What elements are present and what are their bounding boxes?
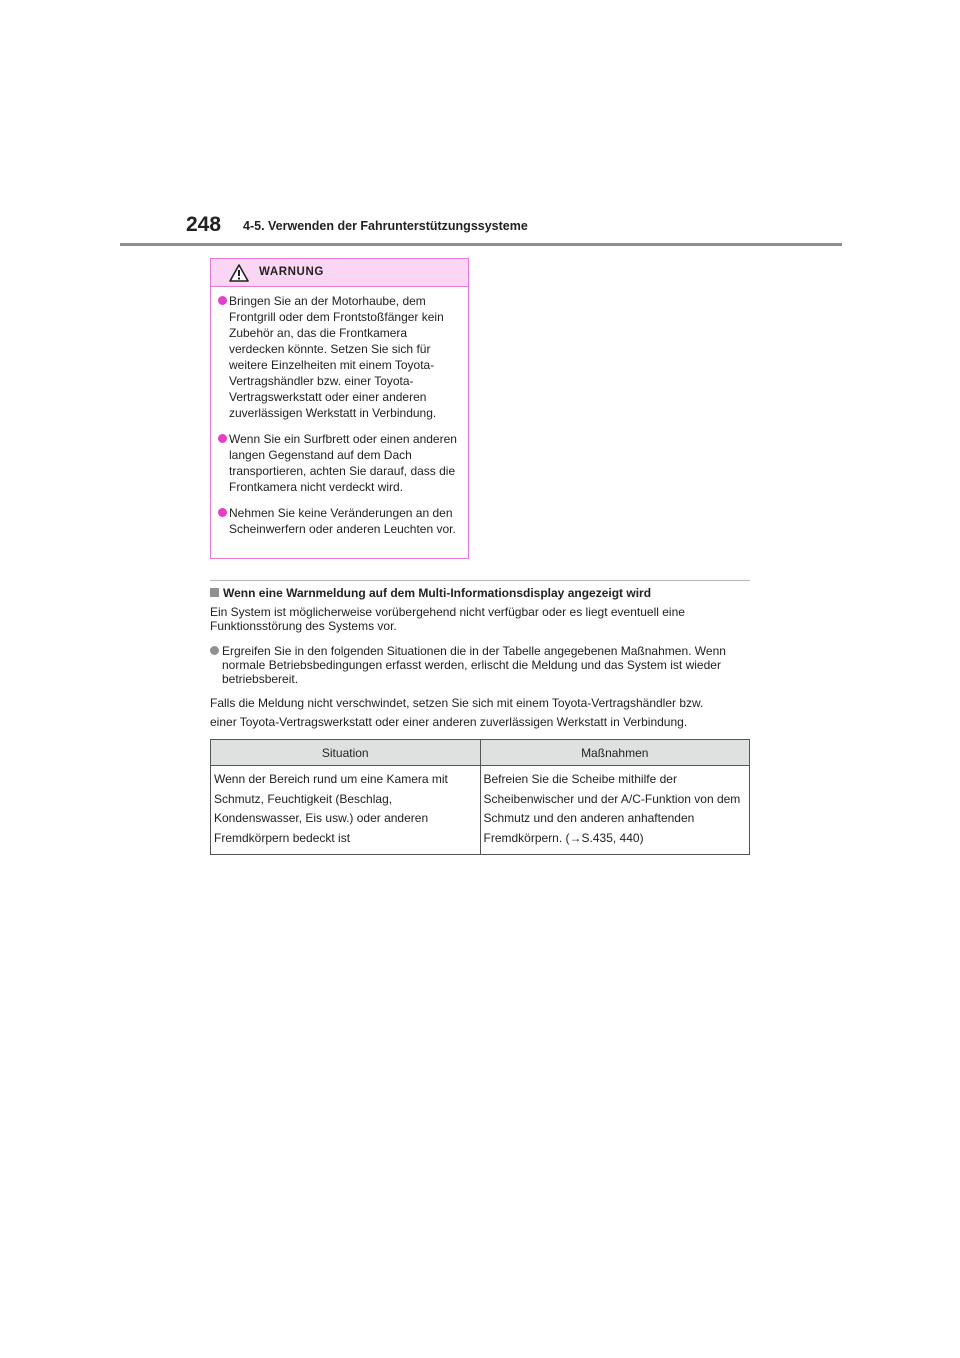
section-bullet-item xyxy=(210,644,750,686)
table-cell-measure: Befreien Sie die Scheibe mithilfe der Scheibenwischer und der A/C-Funktion von dem Schmutz und den anderen anhaftenden Fremdkörpern. (→S.435, 440) xyxy=(480,766,750,855)
section-note-line-2: einer Toyota-Vertragswerkstatt oder einer anderen zuverlässigen Werkstatt in Verbindung. xyxy=(210,715,688,729)
table-row xyxy=(211,766,750,855)
table-header-situation: Situation xyxy=(211,740,481,766)
section-intro: Ein System ist möglicherweise vorübergehend nicht verfügbar oder es liegt eventuell eine Funktionsstörung des Systems vor. xyxy=(210,605,685,633)
warning-item-text: Nehmen Sie keine Veränderungen an den Scheinwerfern oder anderen Leuchten vor. xyxy=(229,506,456,536)
section-bullet-text: Ergreifen Sie in den folgenden Situationen die in der Tabelle angegebenen Maßnahmen. Wenn normale Betriebsbedingungen erfasst werden, erlischt die Meldung und das System ist wieder betriebsbereit. xyxy=(222,644,726,686)
warning-header xyxy=(211,259,468,287)
warning-item-text: Bringen Sie an der Motorhaube, dem Frontgrill oder dem Frontstoßfänger kein Zubehör an, das die Frontkamera verdecken könnte. Setzen Sie sich für weitere Einzelheiten mit einem Toyota-Vertragshändler bzw. einer Toyota-Vertragswerkstatt oder einer anderen zuverlässigen Werkstatt in Verbindung. xyxy=(229,294,444,420)
warning-item xyxy=(219,431,460,495)
section-heading xyxy=(210,586,750,600)
page-number: 248 xyxy=(186,213,222,236)
measures-table xyxy=(210,739,750,855)
bullet-dot-icon xyxy=(218,296,227,305)
warning-item xyxy=(219,505,460,537)
section-title: 4-5. Verwenden der Fahrunterstützungssysteme xyxy=(243,219,528,233)
bullet-dot-icon xyxy=(210,646,219,655)
section-heading-text: Wenn eine Warnmeldung auf dem Multi-Informationsdisplay angezeigt wird xyxy=(223,586,652,600)
bullet-dot-icon xyxy=(218,508,227,517)
warning-item xyxy=(219,293,460,421)
table-cell-situation: Wenn der Bereich rund um eine Kamera mit Schmutz, Feuchtigkeit (Beschlag, Kondenswasser, Eis usw.) oder anderen Fremdkörpern bedeckt ist xyxy=(211,766,481,855)
section-rule xyxy=(210,580,750,581)
table-header-measures: Maßnahmen xyxy=(480,740,750,766)
square-bullet-icon xyxy=(210,588,219,597)
section-note-line-1: Falls die Meldung nicht verschwindet, setzen Sie sich mit einem Toyota-Vertragshändler bzw. xyxy=(210,696,704,710)
warning-triangle-icon xyxy=(229,264,249,282)
bullet-dot-icon xyxy=(218,434,227,443)
warning-title: WARNUNG xyxy=(259,266,324,278)
header-rule xyxy=(120,243,842,246)
table-header-row xyxy=(211,740,750,766)
warning-item-text: Wenn Sie ein Surfbrett oder einen anderen langen Gegenstand auf dem Dach transportieren, achten Sie darauf, dass die Frontkamera nicht verdeckt wird. xyxy=(229,432,457,494)
warning-body xyxy=(211,287,468,537)
warning-box xyxy=(210,258,469,559)
